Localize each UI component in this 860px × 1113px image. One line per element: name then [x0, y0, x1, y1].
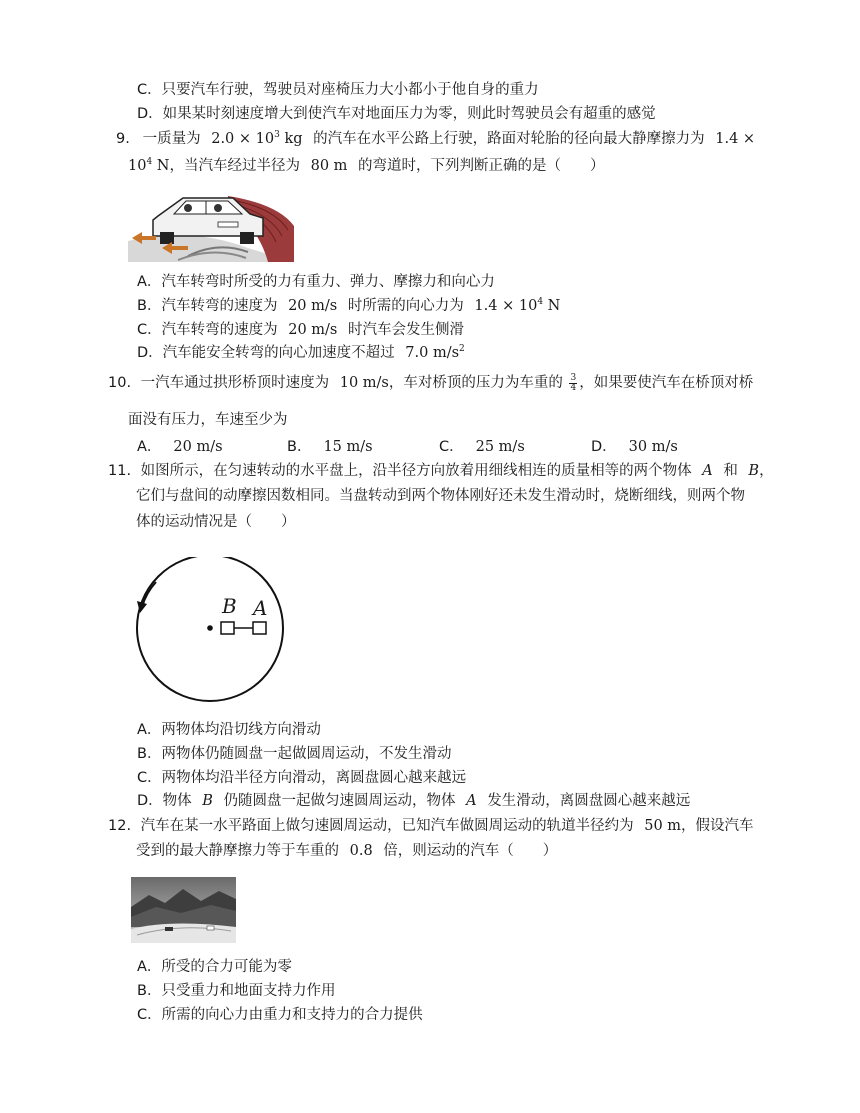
q10-stem-line1: 10. 一汽车通过拱形桥顶时速度为 10 m/s，车对桥顶的压力为车重的 $\frac{3}{4}$ ，如果要使汽车在桥顶对桥 — [108, 372, 754, 393]
q10-option-b: B． 15 m/s — [287, 439, 373, 455]
q11-number: 11. — [108, 463, 132, 479]
q12-number: 12. — [108, 818, 132, 834]
q11-option-b: B．两物体仍随圆盘一起做圆周运动，不发生滑动 — [137, 746, 452, 762]
q12-road-photo — [131, 877, 236, 943]
mountain-road-image — [131, 877, 236, 943]
q9-option-b: B．汽车转弯的速度为 20 m/s 时所需的向心力为 $1.4 \times 10^4$ N — [137, 297, 561, 314]
car-turning-illustration — [128, 186, 294, 262]
q9-force-part2: $10^4$ N — [128, 157, 170, 174]
q9-mass: $2.0 \times 10^3$ kg — [211, 130, 303, 147]
q11-stem-line3: 体的运动情况是（ ） — [136, 514, 296, 530]
q9-option-d: D．汽车能安全转弯的向心加速度不超过 7.0 $m/s^2$ — [137, 344, 465, 361]
q9-option-c: C．汽车转弯的速度为 20 m/s 时汽车会发生侧滑 — [137, 322, 464, 338]
fig-label-a: A — [253, 596, 268, 620]
q12-stem-line2: 受到的最大静摩擦力等于车重的 0.8 倍，则运动的汽车（ ） — [136, 843, 558, 859]
q10-option-c: C． 25 m/s — [439, 439, 525, 455]
q11-option-a: A．两物体均沿切线方向滑动 — [137, 722, 321, 738]
q10-option-d: D． 30 m/s — [591, 439, 678, 455]
q11-stem-line2: 它们与盘间的动摩擦因数相同。当盘转动到两个物体刚好还未发生滑动时，烧断细线，则两个物 — [136, 488, 745, 504]
q9-radius: 80 m — [310, 158, 348, 174]
q10-number: 10. — [108, 375, 132, 391]
rotating-disk-diagram — [132, 557, 302, 705]
q12-option-b: B．只受重力和地面支持力作用 — [137, 983, 336, 999]
q9-option-a: A．汽车转弯时所受的力有重力、弹力、摩擦力和向心力 — [137, 274, 495, 290]
q9-stem-line2: $10^4$ N，当汽车经过半径为 80 m 的弯道时，下列判断正确的是（ ） — [128, 157, 605, 174]
fig-label-b: B — [222, 594, 237, 618]
q9-number: 9. — [116, 131, 130, 147]
q12-option-a: A．所受的合力可能为零 — [137, 959, 292, 975]
q8-option-d: D．如果某时刻速度增大到使汽车对地面压力为零，则此时驾驶员会有超重的感觉 — [137, 106, 656, 122]
q8-option-c: C．只要汽车行驶，驾驶员对座椅压力大小都小于他自身的重力 — [137, 82, 539, 98]
q11-option-c: C．两物体均沿半径方向滑动，离圆盘圆心越来越远 — [137, 770, 467, 786]
q11-stem-line1: 11. 如图所示，在匀速转动的水平盘上，沿半径方向放着用细线相连的质量相等的两个物体 A 和 B， — [108, 463, 774, 479]
q9-force-part1: 1.4 × — [715, 131, 756, 147]
q12-stem-line1: 12. 汽车在某一水平路面上做匀速圆周运动，已知汽车做圆周运动的轨道半径约为 50 m，假设汽车 — [108, 818, 754, 834]
q9-stem-line1: 9. 一质量为 $2.0 \times 10^3$ kg 的汽车在水平公路上行驶，路面对轮胎的径向最大静摩擦力为 1.4 × — [116, 130, 756, 147]
q10-fraction: $\frac{3}{4}$ — [570, 372, 577, 393]
q9-car-figure — [128, 186, 294, 262]
q12-option-c: C．所需的向心力由重力和支持力的合力提供 — [137, 1007, 423, 1023]
q11-option-d: D．物体 B 仍随圆盘一起做匀速圆周运动，物体 A 发生滑动，离圆盘圆心越来越远 — [137, 793, 691, 809]
q10-stem-line2: 面没有压力，车速至少为 — [128, 412, 288, 428]
q10-option-a: A． 20 m/s — [137, 439, 223, 455]
q11-disk-figure — [132, 557, 302, 705]
